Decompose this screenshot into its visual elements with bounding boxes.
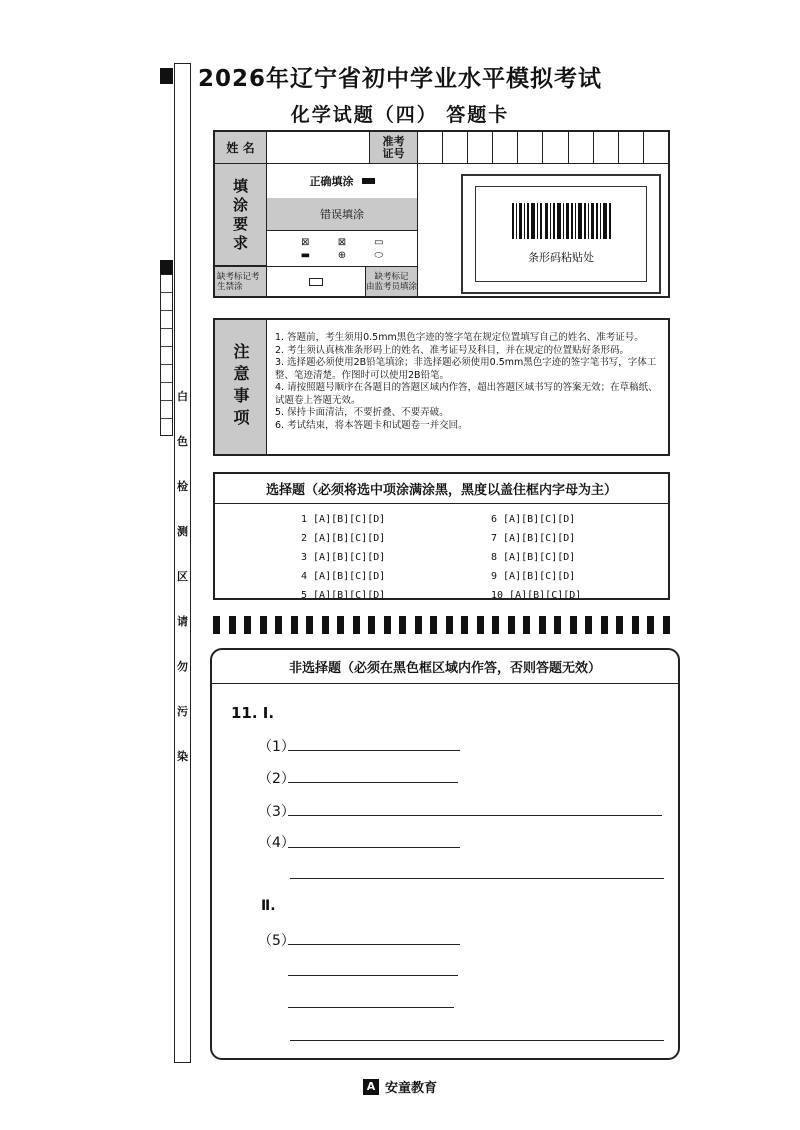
fill-examples — [267, 164, 418, 266]
answer-line-1[interactable] — [288, 750, 460, 751]
timing-mark — [585, 616, 592, 634]
barcode-area — [461, 174, 661, 294]
timing-mark — [229, 616, 236, 634]
timing-mark — [322, 616, 329, 634]
notice-list — [275, 332, 665, 432]
timing-mark — [632, 616, 639, 634]
timing-mark — [601, 616, 608, 634]
answer-line-5b[interactable] — [288, 975, 458, 976]
wrong-fill-symbols: ⊠ ⊠ ▭ ▬ ⊕ ⬭ — [300, 237, 384, 261]
nonchoice-section — [210, 648, 680, 1060]
timing-mark — [492, 616, 499, 634]
notice-item: 5. 保持卡面清洁，不要折叠、不要弄破。 — [275, 407, 449, 418]
timing-mark — [337, 616, 344, 634]
exam-id-field[interactable] — [418, 132, 668, 164]
timing-mark — [647, 616, 654, 634]
timing-mark — [554, 616, 561, 634]
footer — [0, 1077, 800, 1096]
choice-column-right — [491, 510, 581, 605]
timing-mark — [523, 616, 530, 634]
choice-section — [213, 472, 670, 600]
choice-row[interactable]: 4 [A][B][C][D] — [301, 571, 386, 582]
exam-id-label: 准考 证号 — [370, 132, 418, 164]
part-2-label: （2） — [258, 771, 295, 787]
timing-mark — [368, 616, 375, 634]
page-title: 2026年辽宁省初中学业水平模拟考试 — [197, 66, 602, 92]
choice-column-left — [301, 510, 385, 605]
side-warning-text: 白 色 检 测 区 请 勿 污 染 — [177, 390, 188, 763]
timing-mark — [616, 616, 623, 634]
barcode-icon — [512, 203, 612, 239]
absent-mark-bubble[interactable] — [267, 266, 366, 296]
brand-logo-icon: A — [363, 1079, 379, 1095]
answer-line-5c[interactable] — [288, 1007, 454, 1008]
choice-heading: 选择题（必须将选中项涂满涂黑，黑度以盖住框内字母为主） — [215, 474, 668, 504]
answer-line-4b[interactable] — [290, 878, 664, 879]
timing-mark — [213, 616, 220, 634]
answer-line-4a[interactable] — [288, 847, 460, 848]
part-4-label: （4） — [258, 835, 295, 851]
invigilator-mark-label: 缺考标记 由监考员填涂 — [366, 266, 418, 296]
alignment-mark-mid — [160, 260, 173, 274]
notice-label: 注意事项 — [215, 320, 267, 454]
filled-bubble-icon — [362, 178, 375, 184]
correct-fill-example: 正确填涂 — [267, 164, 417, 199]
choice-row[interactable]: 1 [A][B][C][D] — [301, 514, 386, 525]
choice-row[interactable]: 9 [A][B][C][D] — [491, 571, 576, 582]
timing-mark — [539, 616, 546, 634]
timing-mark-row — [213, 616, 670, 634]
timing-mark — [508, 616, 515, 634]
detection-boxes — [160, 274, 173, 436]
timing-mark — [415, 616, 422, 634]
empty-bubble-icon — [309, 278, 323, 286]
choice-row[interactable]: 8 [A][B][C][D] — [491, 552, 576, 563]
absent-mark-label: 缺考标记考 生禁涂 — [215, 266, 267, 296]
answer-line-3[interactable] — [288, 815, 662, 816]
notice-item: 3. 选择题必须使用2B铅笔填涂；非选择题必须使用0.5mm黑色字迹的签字笔书写，字体工整、笔迹清楚。作图时可以使用2B铅笔。 — [275, 357, 657, 381]
timing-mark — [306, 616, 313, 634]
choice-row[interactable]: 3 [A][B][C][D] — [301, 552, 386, 563]
part-1-label: （1） — [258, 739, 295, 755]
timing-mark — [353, 616, 360, 634]
choice-row[interactable]: 7 [A][B][C][D] — [491, 533, 576, 544]
notice-section — [213, 318, 670, 456]
answer-line-2[interactable] — [288, 782, 458, 783]
nonchoice-heading: 非选择题（必须在黑色框区域内作答，否则答题无效） — [212, 650, 678, 684]
choice-row[interactable]: 5 [A][B][C][D] — [301, 590, 386, 601]
part-5-label: （5） — [258, 933, 295, 949]
notice-item: 1. 答题前，考生须用0.5mm黑色字迹的签字笔在规定位置填写自己的姓名、准考证号。 — [275, 332, 644, 343]
timing-mark — [244, 616, 251, 634]
timing-mark — [430, 616, 437, 634]
choice-row[interactable]: 10 [A][B][C][D] — [491, 590, 582, 601]
timing-mark — [477, 616, 484, 634]
notice-item: 6. 考试结束，将本答题卡和试题卷一并交回。 — [275, 419, 468, 431]
page-subtitle: 化学试题（四） 答题卡 — [290, 104, 510, 126]
answer-line-5a[interactable] — [288, 944, 460, 945]
timing-mark — [461, 616, 468, 634]
timing-mark — [570, 616, 577, 634]
notice-item: 2. 考生须认真核准条形码上的姓名、准考证号及科目，并在规定的位置贴好条形码。 — [275, 344, 630, 356]
name-label: 姓 名 — [215, 132, 267, 164]
part-3-label: （3） — [258, 804, 295, 820]
name-field[interactable] — [267, 132, 370, 164]
timing-mark — [384, 616, 391, 634]
timing-mark — [446, 616, 453, 634]
header-table — [213, 130, 670, 298]
timing-mark — [291, 616, 298, 634]
part-ii-label: Ⅱ. — [261, 898, 276, 914]
answer-line-5d[interactable] — [290, 1040, 664, 1041]
choice-row[interactable]: 2 [A][B][C][D] — [301, 533, 386, 544]
wrong-fill-label: 错误填涂 — [267, 198, 417, 231]
notice-item: 4. 请按照题号顺序在各题目的答题区域内作答，超出答题区域书写的答案无效；在草稿纸、试题卷上答题无效。 — [275, 382, 658, 406]
timing-mark — [260, 616, 267, 634]
question-11-label: 11. Ⅰ. — [231, 704, 275, 722]
alignment-mark-top — [160, 68, 173, 84]
timing-mark — [399, 616, 406, 634]
timing-mark — [663, 616, 670, 634]
barcode-caption: 条形码粘贴处 — [528, 251, 594, 264]
choice-row[interactable]: 6 [A][B][C][D] — [491, 514, 576, 525]
brand-name: 安童教育 — [384, 1081, 437, 1096]
timing-mark — [275, 616, 282, 634]
fill-requirement-label: 填 涂 要 求 — [215, 164, 267, 266]
